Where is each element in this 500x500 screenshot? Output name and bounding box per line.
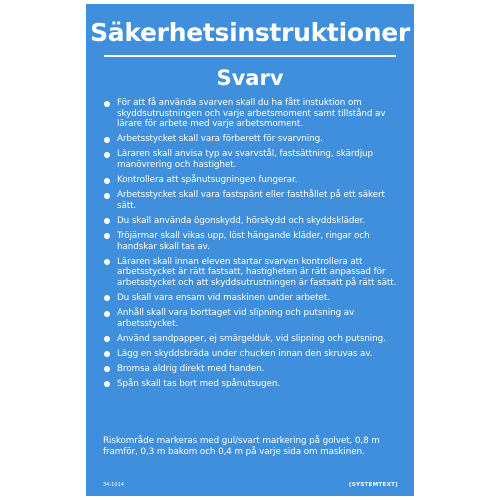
list-item-text: Läraren skall anvisa typ av svarvstål, fastsättning, skärdjup manövrering och hastighet. <box>117 149 374 170</box>
list-item-text: Använd sandpapper, ej smärgelduk, vid slipning och putsning. <box>117 333 386 344</box>
bullet-icon <box>104 336 110 342</box>
list-item-text: Arbetsstycket skall vara fastspänt eller fasthållet på ett säkert sätt. <box>117 190 385 211</box>
list-item <box>103 379 405 390</box>
list-item <box>103 334 405 345</box>
list-item-text: Du skall använda ögonskydd, hörskydd och skyddskläder. <box>117 215 366 226</box>
bullet-icon <box>104 381 110 387</box>
bullet-icon <box>104 233 110 239</box>
list-item-text: Spån skall tas bort med spånutsugen. <box>117 378 281 389</box>
bullet-icon <box>104 295 110 301</box>
list-item-text: Arbetsstycket skall vara förberett för svarvning. <box>117 134 323 145</box>
bullet-icon <box>104 366 110 372</box>
bullet-icon <box>104 137 110 143</box>
list-item-text: Läraren skall innan eleven startar svarven kontrollera att arbetsstycket är rätt fastsatt, hastigheten är rätt anpassad för arbetsstycket och att skyddsutrustningen är fastsatt på rätt sätt. <box>117 256 397 288</box>
title-divider <box>104 55 396 57</box>
bullet-icon <box>104 218 110 224</box>
bullet-icon <box>104 259 110 265</box>
list-item <box>103 231 405 252</box>
list-item <box>103 293 405 304</box>
instruction-list <box>103 98 405 394</box>
list-item <box>103 149 405 170</box>
list-item-text: Du skall vara ensam vid maskinen under arbetet. <box>117 292 330 303</box>
list-item <box>103 98 405 130</box>
safety-sign <box>86 4 414 496</box>
bullet-icon <box>104 311 110 317</box>
list-item-text: Bromsa aldrig direkt med handen. <box>117 363 265 374</box>
list-item <box>103 190 405 211</box>
bullet-icon <box>104 178 110 184</box>
list-item-text: Anhåll skall vara borttaget vid slipning och putsning av arbetsstycket. <box>117 308 355 329</box>
list-item <box>103 257 405 289</box>
list-item <box>103 308 405 329</box>
list-item-text: Lägg en skyddsbräda under chucken innan den skruvas av. <box>117 348 373 359</box>
list-item <box>103 134 405 145</box>
sign-subtitle: Svarv <box>216 66 284 90</box>
list-item-text: Tröjärmar skall vikas upp, löst hängande kläder, ringar och handskar skall tas av. <box>117 230 370 252</box>
list-item <box>103 364 405 375</box>
sign-title: Säkerhetsinstruktioner <box>90 18 410 47</box>
bullet-icon <box>104 193 110 199</box>
bullet-icon <box>104 101 110 107</box>
bullet-icon <box>104 351 110 357</box>
list-item <box>103 175 405 186</box>
list-item <box>103 216 405 227</box>
bullet-icon <box>104 152 110 158</box>
product-code: 34-1014 <box>103 482 124 488</box>
list-item-text: För att få använda svarven skall du ha fått instuktion om skyddsutrustningen och varje arbetsmoment samt tillstånd av lärare för arbete med varje arbetsmoment. <box>117 98 386 130</box>
brand-logo: [SYSTEMTEXT] <box>348 482 398 488</box>
list-item <box>103 349 405 360</box>
risk-area-note: Riskområde markeras med gul/svart markering på golvet, 0,8 m framför, 0,3 m bakom och 0,4 m på varje sida om maskinen. <box>103 436 380 457</box>
list-item-text: Kontrollera att spånutsugningen fungerar. <box>117 175 298 186</box>
